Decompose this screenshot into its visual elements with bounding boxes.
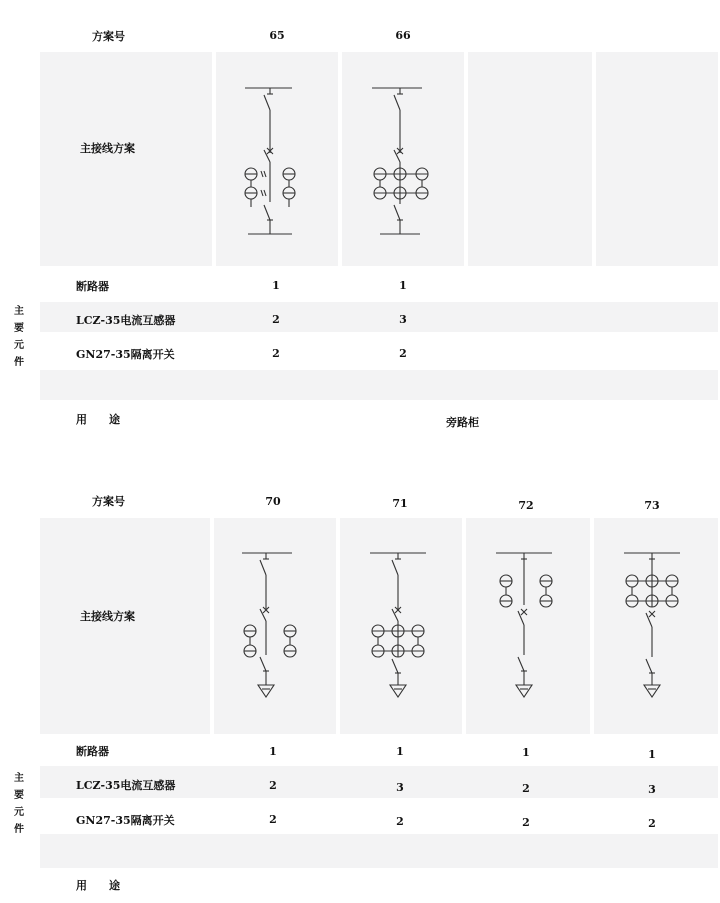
component-value: 2 xyxy=(269,779,277,792)
component-label-isolator: GN27-35隔离开关 xyxy=(76,814,175,827)
divider xyxy=(462,518,466,734)
vlabel-char: 主 xyxy=(14,773,24,784)
divider xyxy=(338,52,342,266)
vlabel-char: 要 xyxy=(14,790,24,801)
component-value: 2 xyxy=(396,815,404,828)
component-label-isolator: GN27-35隔离开关 xyxy=(76,348,175,361)
divider xyxy=(336,518,340,734)
single-line-diagram-66 xyxy=(360,80,440,240)
component-value: 1 xyxy=(272,279,280,292)
vlabel-char: 要 xyxy=(14,323,24,334)
component-label-ct: LCZ-35电流互感器 xyxy=(76,314,176,327)
scheme-number: 66 xyxy=(395,29,411,42)
vlabel-char: 元 xyxy=(14,807,24,818)
component-value: 2 xyxy=(272,313,280,326)
cable-termination xyxy=(390,685,406,697)
component-value: 1 xyxy=(522,746,530,759)
cable-termination xyxy=(644,685,660,697)
scheme-number: 71 xyxy=(392,497,408,510)
row-band xyxy=(40,834,718,868)
isolator-blade xyxy=(264,205,270,220)
scheme-header-label: 方案号 xyxy=(92,495,125,508)
component-value: 1 xyxy=(269,745,277,758)
single-line-diagram-70 xyxy=(230,545,310,705)
component-value: 2 xyxy=(648,817,656,830)
component-value: 2 xyxy=(399,347,407,360)
component-value: 2 xyxy=(272,347,280,360)
cable-termination xyxy=(258,685,274,697)
diagram-row-label: 主接线方案 xyxy=(80,610,135,623)
usage-label: 用 途 xyxy=(76,413,120,426)
single-line-diagram-65 xyxy=(230,80,310,240)
scheme-number: 73 xyxy=(644,499,660,512)
usage-value: 旁路柜 xyxy=(446,416,479,429)
ct-mark xyxy=(261,190,263,196)
scheme-header-label: 方案号 xyxy=(92,30,125,43)
component-value: 3 xyxy=(396,781,404,794)
divider xyxy=(590,518,594,734)
component-label-ct: LCZ-35电流互感器 xyxy=(76,779,176,792)
isolator-blade xyxy=(394,95,400,110)
component-value: 1 xyxy=(396,745,404,758)
single-line-diagram-73 xyxy=(612,545,692,705)
divider xyxy=(212,52,216,266)
isolator-blade xyxy=(518,657,524,671)
scheme-number: 72 xyxy=(518,499,534,512)
row-band xyxy=(40,370,718,400)
vlabel-char: 件 xyxy=(14,824,24,835)
isolator-blade xyxy=(260,657,266,671)
ct-mark xyxy=(261,171,263,177)
component-value: 2 xyxy=(522,816,530,829)
vlabel-char: 主 xyxy=(14,306,24,317)
component-value: 2 xyxy=(269,813,277,826)
vlabel-char: 件 xyxy=(14,357,24,368)
single-line-diagram-71 xyxy=(358,545,438,705)
isolator-blade xyxy=(646,659,652,673)
component-label-breaker: 断路器 xyxy=(76,280,109,293)
component-value: 3 xyxy=(648,783,656,796)
isolator-blade xyxy=(264,95,270,110)
divider xyxy=(592,52,596,266)
component-value: 2 xyxy=(522,782,530,795)
usage-label: 用 途 xyxy=(76,879,120,892)
scheme-number: 70 xyxy=(265,495,281,508)
isolator-blade xyxy=(260,560,266,575)
isolator-blade xyxy=(392,659,398,673)
diagram-row-label: 主接线方案 xyxy=(80,142,135,155)
breaker-cross xyxy=(649,611,655,617)
single-line-diagram-72 xyxy=(484,545,564,705)
main-components-label xyxy=(12,770,26,838)
breaker-cross xyxy=(521,609,527,615)
divider xyxy=(210,518,214,734)
component-value: 1 xyxy=(648,748,656,761)
main-components-label xyxy=(12,303,26,371)
isolator-blade xyxy=(394,205,400,220)
divider xyxy=(464,52,468,266)
scheme-number: 65 xyxy=(269,29,285,42)
isolator-blade xyxy=(392,560,398,575)
vlabel-char: 元 xyxy=(14,340,24,351)
component-value: 1 xyxy=(399,279,407,292)
component-label-breaker: 断路器 xyxy=(76,745,109,758)
ct-mark xyxy=(264,190,266,196)
cable-termination xyxy=(516,685,532,697)
component-value: 3 xyxy=(399,313,407,326)
ct-mark xyxy=(264,171,266,177)
